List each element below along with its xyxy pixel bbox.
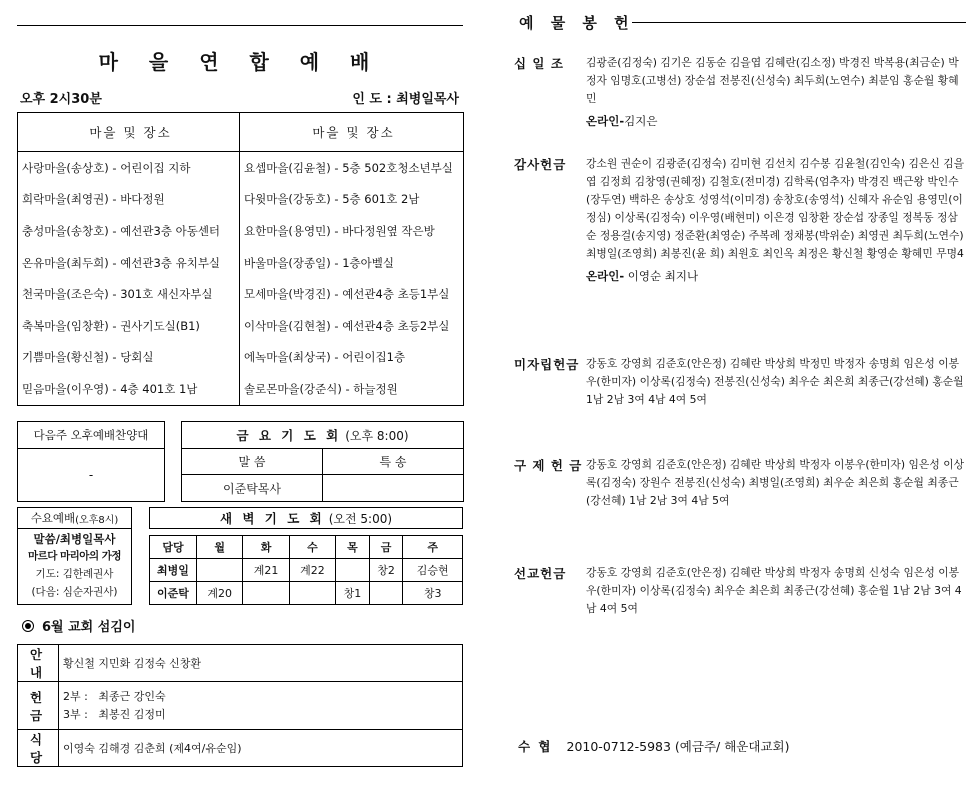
- service-line: 3부 : 최봉진 김정미: [63, 707, 166, 721]
- dawn-cell: 김승현: [403, 559, 463, 582]
- table-row: [150, 559, 463, 582]
- choir-label: 다음주 오후예배찬양대: [18, 422, 164, 449]
- offering-names: [586, 54, 966, 130]
- online-label: 온라인-: [586, 114, 625, 128]
- dawn-header-cell: 목: [336, 536, 370, 559]
- offering-text: 강소원 권순이 김광준(김정숙) 김미현 김선치 김수봉 김윤철(김인숙) 김은신 김을엽 김정희 김창영(권혜정) 김철호(전미경) 김학록(엄추자) 박경진 백근왕 박인수(장두연) 백하은 송상호 성영석(이미경) 송창호(송영석) 신혜자 유순임 용영민(이정심) 이상록(김정숙) 이우영(배현미) 이은경 임창환 장순섭 장종일 정복동 정삼순 정용걸(송지영) 정준환(최영순) 주복례 정채봉(박위순) 최영권 최두희(노연수) 최병일(조영희) 최봉진(윤 희) 최원호 최인옥 최정은 황신철 황영순 황혜민 무명4: [586, 157, 965, 260]
- service-heading-text: 6월 교회 섬김이: [42, 620, 136, 635]
- dawn-header-cell: 주: [403, 536, 463, 559]
- village-header-right: 마을 및 장소: [240, 113, 464, 152]
- dawn-header-cell: 월: [197, 536, 243, 559]
- online-names: 이영순 최지나: [624, 269, 699, 283]
- dawn-prayer-time: (오전 5:00): [328, 511, 393, 526]
- dawn-cell: 계20: [197, 582, 243, 605]
- table-row: [18, 682, 463, 730]
- offering-label: 선교헌금: [514, 566, 567, 581]
- village-cell: 충성마을(송창호) - 예선관3층 아동센터: [18, 215, 240, 247]
- service-label: 안 내: [18, 645, 59, 682]
- village-cell: 천국마을(조은숙) - 301호 새신자부실: [18, 278, 240, 310]
- table-row: [18, 310, 464, 342]
- service-leader: 인 도 : 최병일목사: [352, 92, 459, 107]
- choir-value: -: [88, 468, 94, 482]
- dawn-prayer-table: [149, 535, 463, 605]
- friday-word-value: 이준탁목사: [182, 475, 323, 501]
- service-heading: [22, 616, 135, 635]
- friday-word-header: 말 씀: [182, 449, 323, 475]
- table-row: [18, 373, 464, 405]
- village-cell: 이삭마을(김현철) - 예선관4층 초등2부실: [244, 318, 450, 333]
- village-cell: 에녹마을(최상국) - 어린이집1층: [244, 350, 406, 365]
- friday-prayer-time: (오후 8:00): [345, 428, 409, 443]
- village-table-header: [18, 113, 464, 152]
- dawn-cell: 최병일: [150, 559, 197, 582]
- online-offering: [586, 112, 966, 130]
- village-header-left: 마을 및 장소: [18, 113, 240, 152]
- dawn-header-cell: 화: [243, 536, 289, 559]
- offering-text: 강동호 강영희 김준호(안은정) 김혜란 박상희 박정자 송명희 신성숙 임은성 이봉우(한미자) 이상록(김정숙) 최우순 최은희 최종근(강선혜) 홍순월 1남 2남 3여 4남 4여 5여: [586, 566, 962, 615]
- offering-names: [586, 155, 966, 285]
- service-line: 2부 : 최종근 강인숙: [63, 689, 166, 703]
- offering-names: [586, 355, 966, 409]
- dawn-cell: 창1: [336, 582, 370, 605]
- bank-account: [518, 737, 789, 755]
- friday-prayer-title-row: [182, 422, 463, 449]
- table-row: [18, 645, 463, 682]
- wednesday-title-row: [18, 508, 131, 529]
- village-table: [17, 112, 464, 406]
- table-row: [18, 730, 463, 767]
- service-time: 오후 2시30분: [20, 92, 102, 107]
- friday-prayer-box: [181, 421, 464, 502]
- village-cell: 희락마을(최영권) - 바다정원: [18, 184, 240, 216]
- service-value: [59, 645, 463, 682]
- dawn-prayer-title-box: [149, 507, 463, 529]
- offering-label: 미자립헌금: [514, 357, 580, 372]
- bullet-icon: [22, 620, 34, 632]
- dawn-header-cell: 담당: [150, 536, 197, 559]
- wednesday-title: 수요예배: [30, 511, 76, 525]
- offering-text: 강동호 강영희 김준호(안은정) 김혜란 박상희 박정자 이봉우(한미자) 임은성 이상록(김정숙) 장원수 전봉진(신성숙) 최병일(조영희) 최우순 최은희 홍순월 최종근(강선혜) 1남 2남 3여 4남 5여: [586, 458, 965, 507]
- dawn-header-cell: 수: [289, 536, 335, 559]
- offering-heading-line: [632, 22, 966, 23]
- village-cell: 모세마을(박경진) - 예선관4층 초등1부실: [244, 287, 450, 302]
- table-row: [18, 247, 464, 279]
- wednesday-speaker: 말씀/최병일목사: [33, 531, 116, 546]
- service-label: 식 당: [18, 730, 59, 767]
- village-cell: 믿음마을(이우영) - 4층 401호 1남: [18, 373, 240, 405]
- dawn-prayer-title: 새 벽 기 도 회: [219, 511, 325, 526]
- village-cell: 온유마을(최두희) - 예선관3층 유치부실: [18, 247, 240, 279]
- service-table: [17, 644, 463, 767]
- table-row: [18, 215, 464, 247]
- village-cell: 다윗마을(강동호) - 5층 601호 2남: [244, 192, 420, 207]
- online-offering: [586, 267, 966, 285]
- wednesday-time: (오후8시): [75, 514, 119, 526]
- service-line: 이영숙 김해경 김춘희 (제4여/유순임): [63, 742, 242, 755]
- dawn-cell: [336, 559, 370, 582]
- table-row: [18, 278, 464, 310]
- offering-names: [586, 456, 966, 510]
- village-cell: 솔로몬마을(강준식) - 하늘정원: [244, 381, 398, 396]
- offering-label: 십 일 조: [514, 56, 564, 71]
- dawn-cell: [289, 582, 335, 605]
- dawn-cell: 계22: [289, 559, 335, 582]
- friday-special-value: [323, 475, 463, 501]
- offering-label: 구 제 헌 금: [514, 458, 583, 473]
- bank-value: 2010-0712-5983 (예금주/ 해운대교회): [566, 739, 790, 754]
- wednesday-box: [17, 507, 132, 605]
- bank-label: 수 협: [518, 739, 553, 754]
- page-title: 마 을 연 합 예 배: [98, 50, 382, 74]
- village-cell: 축복마을(임창환) - 권사기도실(B1): [18, 310, 240, 342]
- table-row: [18, 152, 464, 184]
- table-row: [18, 184, 464, 216]
- village-cell: 요셉마을(김윤철) - 5층 502호청소년부실: [244, 160, 453, 175]
- village-cell: 기쁨마을(황신철) - 당회실: [18, 342, 240, 374]
- service-label: 헌 금: [18, 682, 59, 730]
- service-line: 황신철 지민화 김정숙 신창환: [63, 657, 202, 670]
- top-divider: [17, 25, 463, 26]
- dawn-cell: 이준탁: [150, 582, 197, 605]
- offering-label: 감사헌금: [514, 157, 567, 172]
- table-row: [18, 342, 464, 374]
- dawn-prayer-title-row: [150, 508, 462, 528]
- dawn-cell: 창3: [403, 582, 463, 605]
- dawn-cell: [243, 582, 289, 605]
- dawn-cell: [197, 559, 243, 582]
- online-names: 김지은: [624, 114, 658, 128]
- table-row: [150, 582, 463, 605]
- dawn-header-row: [150, 536, 463, 559]
- dawn-cell: 계21: [243, 559, 289, 582]
- dawn-header-cell: 금: [369, 536, 403, 559]
- wednesday-next: (다음: 심순자권사): [31, 586, 118, 598]
- village-cell: 바울마을(장종일) - 1층아벨실: [244, 255, 394, 270]
- online-label: 온라인-: [586, 269, 625, 283]
- offering-text: 강동호 강영희 김준호(안은정) 김혜란 박상희 박정민 박정자 송명희 임은성 이봉우(한미자) 이상록(김정숙) 전봉진(신성숙) 최우순 최은희 최종근(강선혜) 홍순월 1남 2남 3여 4남 4여 5여: [586, 357, 964, 406]
- offering-heading: 예 물 봉 헌: [519, 14, 635, 32]
- offering-names: [586, 564, 966, 618]
- service-value: [59, 682, 463, 730]
- offering-text: 김광준(김정숙) 김기은 김동순 김을엽 김혜란(김소정) 박경진 박복용(최금순) 박정자 임명호(고병선) 장순섭 전봉진(신성숙) 최두희(노연수) 최분임 홍순월 황혜민: [586, 56, 959, 105]
- wednesday-sermon: 마르다 마리아의 가정: [27, 550, 122, 562]
- village-cell: 요한마을(용영민) - 바다정원옆 작은방: [244, 223, 435, 238]
- friday-special-header: 특 송: [323, 449, 463, 475]
- dawn-cell: 창2: [369, 559, 403, 582]
- choir-box: [17, 421, 165, 502]
- dawn-cell: [369, 582, 403, 605]
- service-value: [59, 730, 463, 767]
- wednesday-prayer: 기도: 김한례권사: [35, 568, 114, 580]
- village-cell: 사랑마을(송상호) - 어린이집 지하: [18, 152, 240, 184]
- friday-prayer-title: 금 요 기 도 회: [236, 428, 342, 443]
